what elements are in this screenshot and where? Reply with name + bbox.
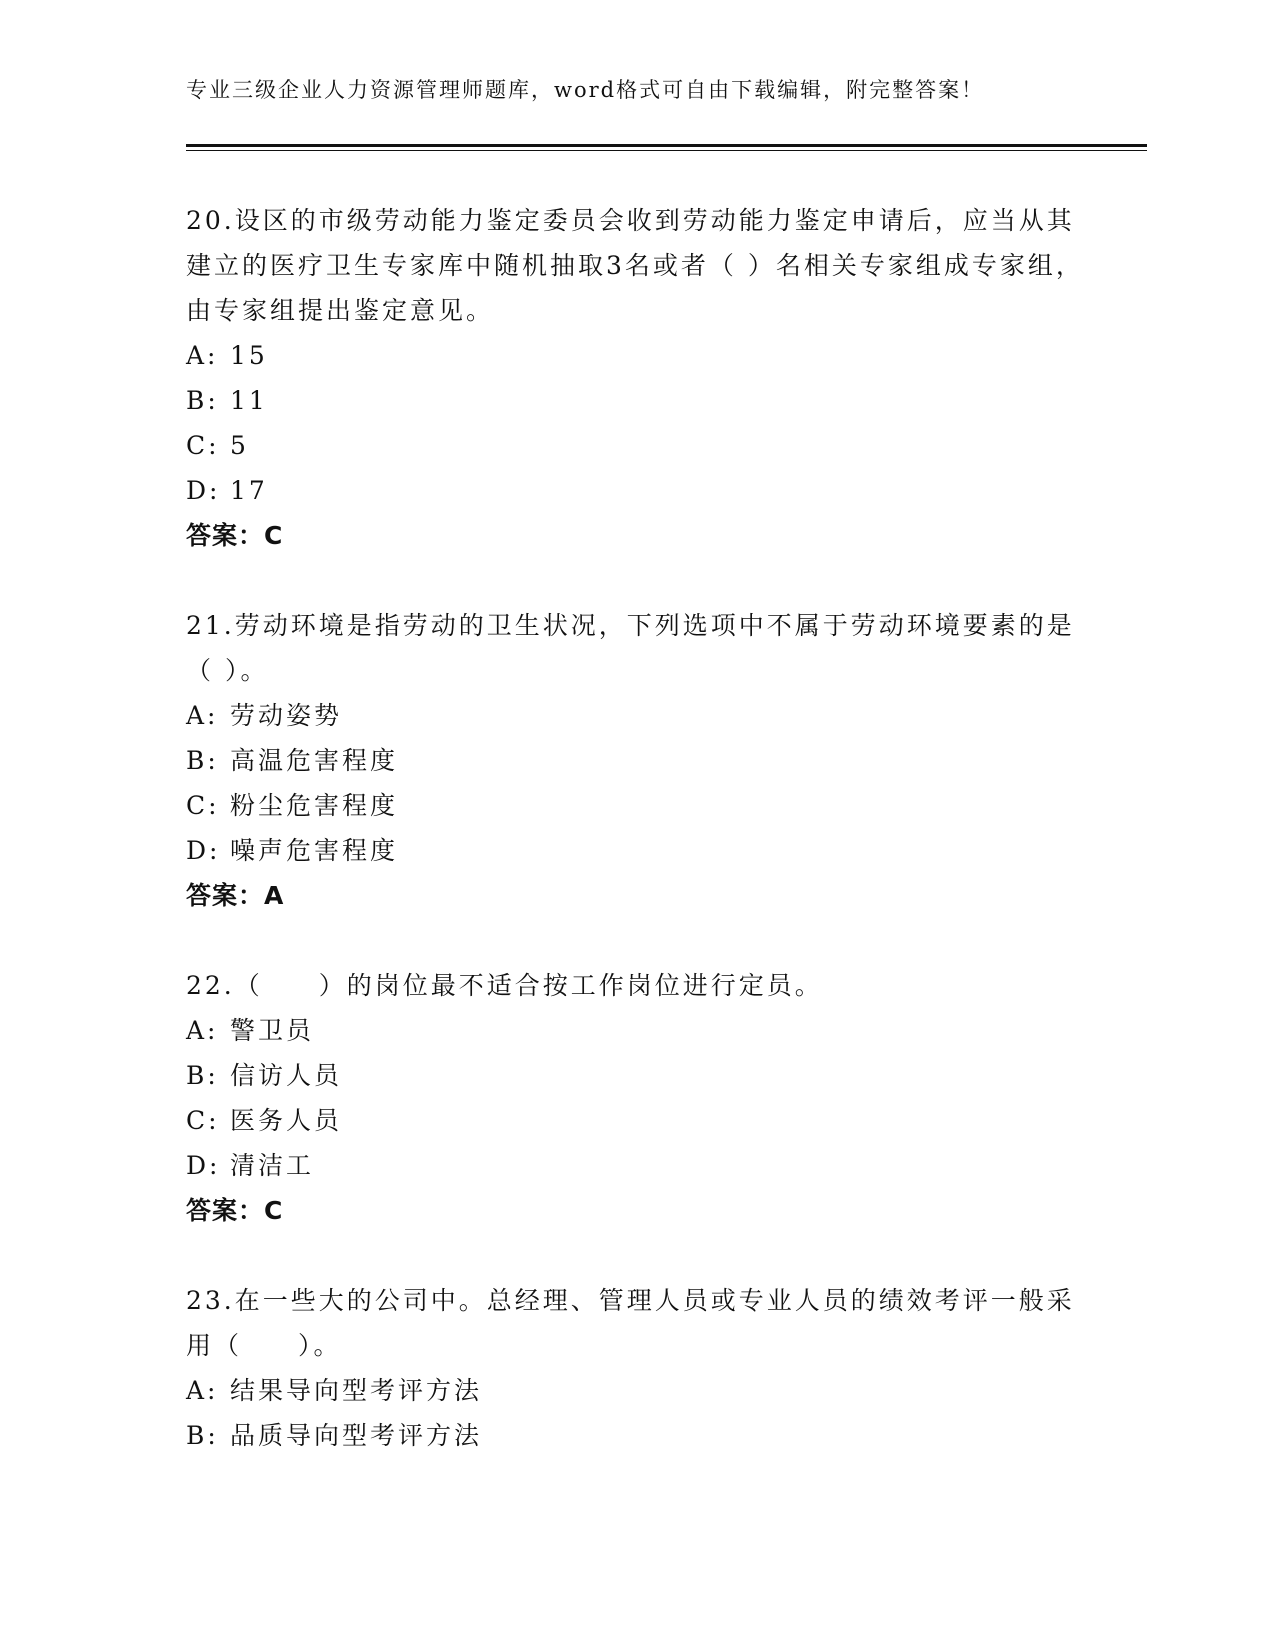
option-a [186,333,1086,378]
question-21 [186,603,1086,918]
question-text: 20.设区的市级劳动能力鉴定委员会收到劳动能力鉴定申请后，应当从其建立的医疗卫生专家库中随机抽取3名或者（ ）名相关专家组成专家组，由专家组提出鉴定意见。 [186,206,1084,325]
question-22 [186,963,1086,1233]
option-c [186,423,1086,468]
option-d [186,828,1086,873]
option-label: B: [186,1421,219,1450]
option-text: 品质导向型考评方法 [230,1421,483,1450]
answer-line: 答案：C [186,1196,284,1225]
option-label: A: [186,341,219,370]
option-label: D: [186,476,221,505]
option-label: B: [186,1061,219,1090]
option-label: D: [186,836,221,865]
option-label: C: [186,431,220,460]
option-text: 5 [230,431,249,460]
question-list [186,198,1086,1503]
option-a [186,693,1086,738]
question-23 [186,1278,1086,1458]
option-label: A: [186,701,219,730]
option-b [186,738,1086,783]
option-label: B: [186,386,219,415]
option-label: B: [186,746,219,775]
answer-line: 答案：A [186,881,285,910]
option-text: 劳动姿势 [230,701,343,730]
option-text: 信访人员 [230,1061,343,1090]
option-text: 11 [230,386,268,415]
option-b [186,378,1086,423]
option-b [186,1413,1086,1458]
option-label: C: [186,1106,220,1135]
option-a [186,1368,1086,1413]
option-text: 医务人员 [230,1106,343,1135]
question-20 [186,198,1086,558]
option-text: 清洁工 [230,1151,315,1180]
option-c [186,1098,1086,1143]
option-label: A: [186,1016,219,1045]
option-text: 粉尘危害程度 [230,791,399,820]
answer-line: 答案：C [186,521,284,550]
question-text: 22.（ ）的岗位最不适合按工作岗位进行定员。 [186,971,823,1000]
option-d [186,1143,1086,1188]
option-a [186,1008,1086,1053]
option-text: 噪声危害程度 [230,836,399,865]
option-b [186,1053,1086,1098]
option-text: 结果导向型考评方法 [230,1376,483,1405]
option-c [186,783,1086,828]
option-label: C: [186,791,220,820]
question-text: 23.在一些大的公司中。总经理、管理人员或专业人员的绩效考评一般采用（ ）。 [186,1286,1075,1360]
option-label: D: [186,1151,221,1180]
option-text: 17 [230,476,268,505]
header-rule-thin [186,150,1147,151]
option-text: 高温危害程度 [230,746,399,775]
page-header: 专业三级企业人力资源管理师题库，word格式可自由下载编辑，附完整答案！ [186,78,985,102]
question-text: 21.劳动环境是指劳动的卫生状况，下列选项中不属于劳动环境要素的是（ ）。 [186,611,1075,685]
option-text: 警卫员 [230,1016,315,1045]
option-label: A: [186,1376,219,1405]
header-rule-thick [186,144,1147,147]
option-text: 15 [230,341,268,370]
option-d [186,468,1086,513]
